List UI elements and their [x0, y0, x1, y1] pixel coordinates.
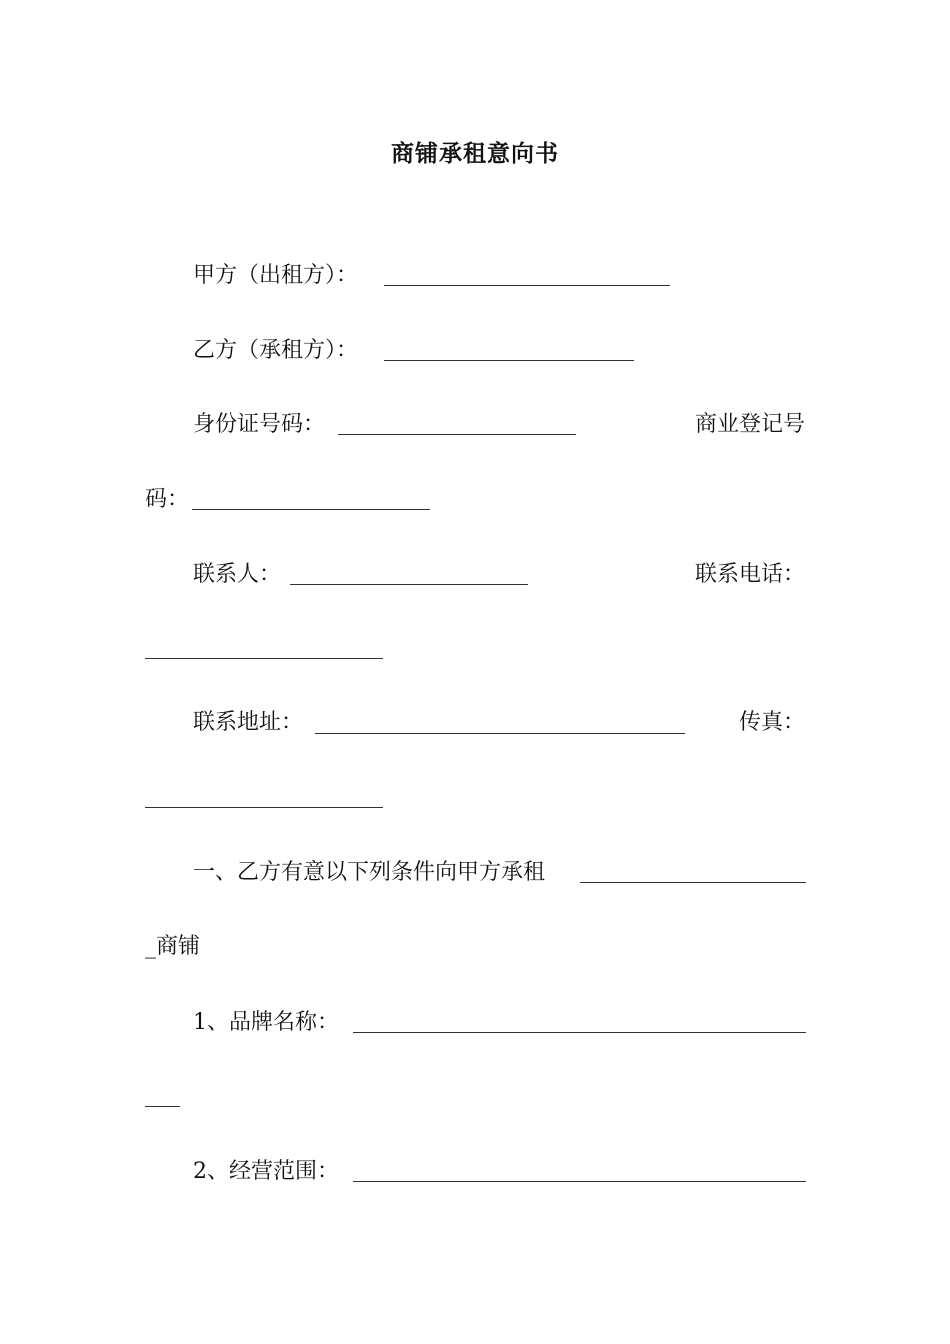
contact-address-blank[interactable] [315, 733, 685, 734]
item-1-label: 1、品牌名称： [193, 1010, 339, 1035]
clause-one-tail: _商铺 [145, 934, 201, 959]
contact-phone-label: 联系电话： [694, 562, 805, 587]
party-b-label: 乙方（承租方）： [193, 338, 359, 363]
contact-address-label: 联系地址： [193, 710, 304, 735]
id-number-blank[interactable] [338, 434, 576, 435]
party-a-blank[interactable] [384, 285, 670, 286]
party-a-label: 甲方（出租方）： [193, 263, 359, 288]
business-reg-blank[interactable] [192, 509, 430, 510]
id-number-label: 身份证号码： [193, 412, 326, 437]
contact-phone-blank[interactable] [145, 658, 383, 659]
business-reg-label: 商业登记号 [694, 412, 805, 437]
contact-person-label: 联系人： [193, 562, 282, 587]
item-2-label: 2、经营范围： [193, 1159, 339, 1184]
fax-blank[interactable] [145, 807, 383, 808]
party-b-blank[interactable] [384, 360, 634, 361]
clause-one-blank[interactable] [580, 882, 806, 883]
brand-name-blank-cont[interactable] [145, 1106, 180, 1107]
business-reg-label-cont: 码： [145, 487, 190, 512]
fax-label: 传真： [738, 710, 805, 735]
brand-name-blank[interactable] [353, 1032, 806, 1033]
business-scope-blank[interactable] [353, 1181, 806, 1182]
document-title: 商铺承租意向书 [391, 140, 559, 167]
contact-person-blank[interactable] [290, 584, 528, 585]
clause-one-text: 一、乙方有意以下列条件向甲方承租 [193, 860, 546, 885]
